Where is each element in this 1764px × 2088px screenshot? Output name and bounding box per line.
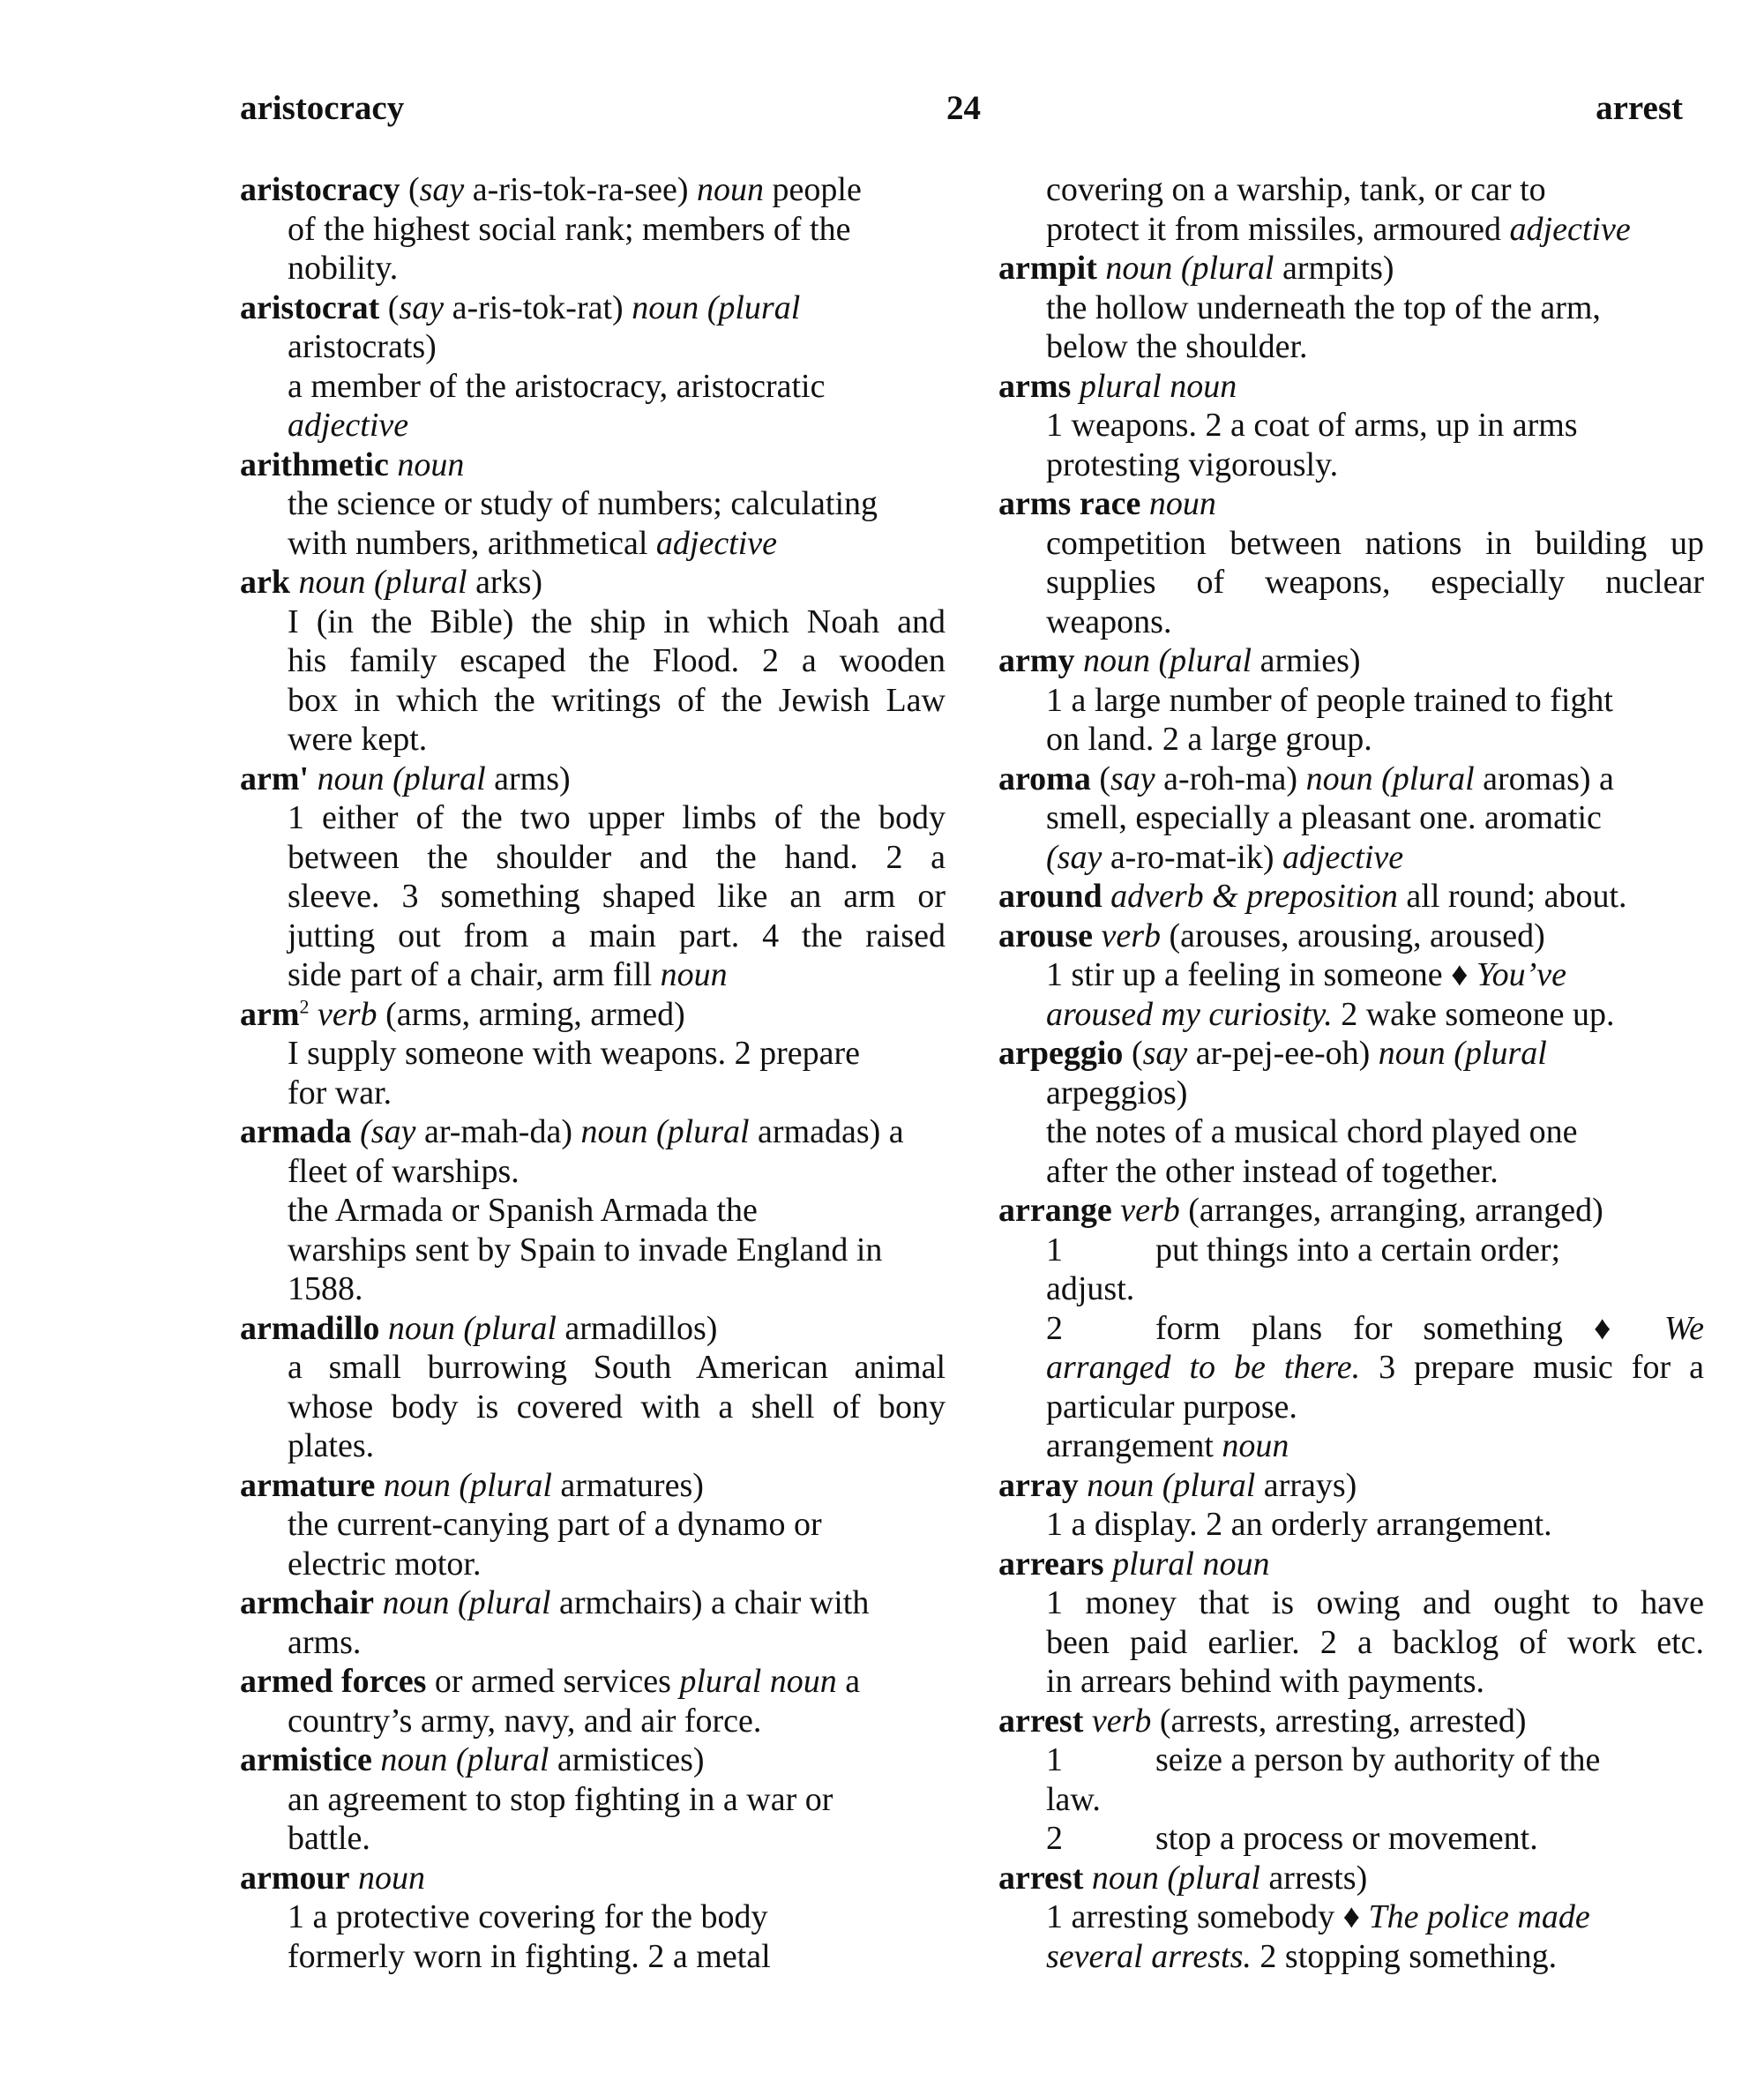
entry-text: weapons.: [1046, 602, 1172, 640]
italic-label: noun (plural: [317, 760, 486, 797]
italic-label: noun (plural: [1105, 250, 1274, 287]
headword: around: [998, 878, 1102, 915]
entry-text: ar-mah-da): [415, 1113, 581, 1150]
entry-text: been paid earlier. 2 a backlog of work etc.: [1046, 1623, 1704, 1661]
definition-line: [240, 484, 946, 524]
headword: armpit: [998, 250, 1097, 287]
definition-line: [998, 720, 1704, 760]
definition-line: [998, 995, 1704, 1035]
entry-text: with numbers, arithmetical: [288, 524, 656, 562]
headword: armature: [240, 1466, 376, 1504]
entry-text: (arranges, arranging, arranged): [1179, 1192, 1603, 1229]
entry-text: [1071, 368, 1080, 405]
entry-text: 2 stopping something.: [1251, 1937, 1558, 1975]
headword: aristocrat: [240, 288, 380, 326]
headword: arms race: [998, 485, 1141, 522]
entry-text: I (in the Bible) the ship in which Noah and: [288, 602, 946, 640]
italic-label: noun (plural: [383, 1466, 552, 1504]
definition-line: [998, 838, 1704, 878]
definition-line: [998, 170, 1704, 210]
definition-line: [240, 210, 946, 250]
dictionary-column-right: [998, 170, 1704, 1976]
italic-label: noun (plural: [382, 1584, 551, 1621]
entry-text: [1112, 1192, 1121, 1229]
entry-headword-line: [240, 563, 946, 602]
entry-text: armadas) a: [749, 1113, 904, 1150]
entry-text: armchairs) a chair with: [550, 1584, 870, 1621]
sense-number: 1: [1046, 1231, 1063, 1269]
definition-line: [998, 1583, 1704, 1623]
italic-label: noun: [397, 445, 465, 483]
italic-label: noun (plural: [632, 288, 801, 326]
entry-headword-line: [998, 1466, 1704, 1506]
italic-label: plural noun: [679, 1663, 837, 1700]
definition-line: [998, 955, 1704, 995]
italic-label: noun: [1148, 485, 1216, 522]
entry-text: [1097, 250, 1106, 287]
example-diamond-icon: ♦: [1342, 1898, 1361, 1935]
entry-text: people: [764, 171, 862, 208]
italic-label: verb: [318, 995, 377, 1033]
entry-text: [1633, 1310, 1664, 1347]
italic-label: noun: [660, 956, 728, 993]
entry-text: [1083, 1860, 1092, 1897]
entry-text: a-roh-ma): [1155, 760, 1306, 797]
definition-line: [240, 917, 946, 956]
definition-line: [240, 1191, 946, 1231]
entry-headword-line: [240, 1466, 946, 1506]
definition-line: [998, 1348, 1704, 1388]
entry-text: seize a person by authority of the: [1155, 1741, 1601, 1778]
headword: ark: [240, 564, 290, 601]
entry-text: (: [379, 288, 400, 326]
entry-text: [290, 564, 299, 601]
italic-label: noun (plural: [1083, 642, 1252, 679]
entry-text: nobility.: [288, 250, 399, 287]
headword: arouse: [998, 917, 1093, 954]
entry-text: a member of the aristocracy, aristocratic: [288, 367, 826, 405]
entry-text: aromas) a: [1474, 760, 1614, 797]
definition-line: [998, 563, 1704, 602]
definition-line: [240, 1702, 946, 1741]
entry-text: adjust.: [1046, 1270, 1135, 1307]
entry-text: [1140, 485, 1149, 522]
italic-label: adjective: [655, 524, 778, 562]
entry-headword-line: [998, 917, 1704, 956]
italic-label: say: [1110, 760, 1155, 797]
entry-text: protesting vigorously.: [1046, 445, 1339, 483]
headword: aroma: [998, 760, 1091, 797]
dictionary-column-left: [240, 170, 946, 1976]
entry-text: [1468, 956, 1476, 993]
definition-line: [240, 1937, 946, 1977]
entry-text: of the highest social rank; members of the: [288, 210, 851, 248]
entry-text: armies): [1252, 642, 1361, 679]
entry-text: [1104, 1545, 1113, 1583]
entry-text: the current-canying part of a dynamo or: [288, 1506, 822, 1543]
definition-line: [998, 1780, 1704, 1820]
italic-label: adjective: [288, 407, 409, 444]
italic-label: noun (plural: [1378, 1035, 1547, 1072]
headword: arm: [240, 995, 300, 1033]
entry-text: were kept.: [288, 721, 428, 758]
definition-line: [240, 838, 946, 878]
definition-line: [240, 602, 946, 642]
entry-text: law.: [1046, 1780, 1101, 1818]
entry-text: formerly worn in fighting. 2 a metal: [288, 1937, 771, 1975]
entry-text: 3 prepare music for a: [1360, 1349, 1704, 1386]
definition-line: [240, 1269, 946, 1309]
entry-text: 1 stir up a feeling in someone: [1046, 956, 1452, 993]
entry-text: a-ris-tok-ra-see): [464, 171, 698, 208]
entry-text: an agreement to stop fighting in a war or: [288, 1780, 833, 1818]
entry-text: (: [1123, 1035, 1143, 1072]
entry-text: sleeve. 3 something shaped like an arm or: [288, 878, 946, 915]
entry-text: a small burrowing South American animal: [288, 1349, 946, 1386]
entry-headword-line: [240, 1859, 946, 1898]
definition-line: [240, 249, 946, 288]
italic-label: arranged to be there.: [1046, 1349, 1361, 1386]
entry-text: or armed services: [426, 1663, 680, 1700]
entry-text: particular purpose.: [1046, 1388, 1297, 1426]
entry-headword-line: [998, 641, 1704, 681]
entry-text: below the shoulder.: [1046, 328, 1308, 365]
italic-label: (say: [1046, 838, 1102, 876]
entry-headword-line: [998, 1702, 1704, 1741]
italic-label: aroused my curiosity.: [1046, 995, 1333, 1033]
entry-text: put things into a certain order;: [1155, 1231, 1561, 1269]
definition-line: [998, 445, 1704, 485]
entry-text: I supply someone with weapons. 2 prepare: [288, 1035, 861, 1072]
entry-text: all round; about.: [1397, 878, 1627, 915]
entry-text: a: [836, 1663, 861, 1700]
entry-headword-line: [240, 1112, 946, 1152]
italic-label: plural noun: [1112, 1545, 1270, 1583]
headword: arms: [998, 367, 1072, 405]
example-diamond-icon: ♦: [1593, 1309, 1633, 1347]
entry-text: side part of a chair, arm fill: [288, 956, 661, 993]
entry-headword-line: [998, 877, 1704, 917]
entry-text: supplies of weapons, especially nuclear: [1046, 564, 1704, 601]
entry-text: competition between nations in building up: [1046, 524, 1704, 562]
entry-headword-line: [240, 995, 946, 1035]
entry-headword-line: [240, 170, 946, 210]
definition-line: [240, 1505, 946, 1545]
definition-line: [998, 1309, 1704, 1349]
definition-line: [240, 406, 946, 445]
entry-text: covering on a warship, tank, or car to: [1046, 171, 1546, 208]
italic-label: say: [419, 171, 465, 208]
entry-text: [352, 1113, 361, 1150]
definition-line: [240, 1426, 946, 1466]
italic-label: noun (plural: [580, 1113, 750, 1150]
entry-text: warships sent by Spain to invade England in: [288, 1231, 883, 1269]
definition-line: [998, 1231, 1704, 1270]
definition-line: [998, 602, 1704, 642]
entry-text: 1 a display. 2 an orderly arrangement.: [1046, 1506, 1552, 1543]
entry-headword-line: [240, 1309, 946, 1349]
italic-label: noun (plural: [387, 1309, 557, 1347]
entry-headword-line: [998, 760, 1704, 799]
entry-headword-line: [240, 1583, 946, 1623]
entry-text: a-ris-tok-rat): [444, 288, 632, 326]
italic-label: noun: [358, 1859, 426, 1897]
entry-text: a-ro-mat-ik): [1102, 838, 1282, 876]
entry-text: 1 arresting somebody: [1046, 1898, 1343, 1935]
entry-headword-line: [998, 249, 1704, 288]
italic-label: The police made: [1368, 1898, 1590, 1935]
entry-headword-line: [240, 1662, 946, 1702]
definition-line: [998, 1074, 1704, 1113]
entry-text: the science or study of numbers; calculating: [288, 485, 878, 522]
definition-line: [998, 1623, 1704, 1663]
entry-text: fleet of warships.: [288, 1152, 519, 1190]
definition-line: [240, 367, 946, 407]
entry-headword-line: [998, 1545, 1704, 1584]
entry-text: form plans for something: [1155, 1309, 1594, 1347]
italic-label: several arrests.: [1046, 1937, 1252, 1975]
entry-text: [1083, 1703, 1092, 1740]
entry-text: armatures): [551, 1466, 704, 1504]
definition-line: [998, 1269, 1704, 1309]
running-head-left: aristocracy: [240, 89, 405, 127]
entry-text: armpits): [1274, 250, 1394, 287]
italic-label: noun (plural: [1091, 1859, 1260, 1897]
entry-text: after the other instead of together.: [1046, 1152, 1499, 1190]
entry-text: [310, 996, 318, 1033]
definition-line: [998, 1152, 1704, 1192]
entry-text: aristocrats): [288, 328, 437, 365]
entry-text: ar-pej-ee-oh): [1187, 1035, 1379, 1072]
italic-label: verb: [1091, 1702, 1152, 1740]
definition-line: [240, 1034, 946, 1074]
definition-line: [240, 327, 946, 367]
sense-number: 2: [1046, 1309, 1063, 1347]
definition-line: [240, 1074, 946, 1113]
entry-text: armadillos): [556, 1309, 718, 1347]
entry-text: [375, 1467, 384, 1504]
headword: arithmetic: [240, 445, 389, 483]
definition-line: [240, 798, 946, 838]
page-number: 24: [946, 89, 981, 127]
italic-label: You’ve: [1476, 956, 1566, 993]
definition-line: [240, 1780, 946, 1820]
headword: arpeggio: [998, 1035, 1124, 1072]
headword: armchair: [240, 1584, 374, 1621]
entry-headword-line: [998, 367, 1704, 407]
definition-line: [998, 1426, 1704, 1466]
headword: armour: [240, 1859, 350, 1897]
definition-line: [998, 1505, 1704, 1545]
headword: army: [998, 642, 1075, 679]
headword: arm': [240, 760, 310, 797]
sense-number: 1: [1046, 1741, 1063, 1778]
italic-label: verb: [1101, 917, 1161, 954]
definition-line: [240, 877, 946, 917]
italic-label: say: [1142, 1035, 1188, 1072]
entry-text: [1075, 642, 1084, 679]
definition-line: [240, 1152, 946, 1192]
entry-headword-line: [240, 1740, 946, 1780]
definition-line: [240, 524, 946, 564]
headword: armada: [240, 1113, 352, 1150]
definition-line: [240, 1819, 946, 1859]
definition-line: [998, 1740, 1704, 1780]
definition-line: [240, 955, 946, 995]
definition-line: [998, 681, 1704, 721]
entry-text: arks): [467, 564, 543, 601]
entry-text: (: [1090, 760, 1110, 797]
headword: arrears: [998, 1545, 1104, 1583]
sense-number: 2: [1046, 1820, 1063, 1857]
definition-line: [240, 681, 946, 721]
entry-text: country’s army, navy, and air force.: [288, 1702, 762, 1740]
entry-text: arpeggios): [1046, 1074, 1188, 1111]
entry-text: arrays): [1255, 1466, 1357, 1504]
headword: armistice: [240, 1741, 372, 1778]
headword: armadillo: [240, 1309, 380, 1347]
entry-text: (arms, arming, armed): [377, 995, 685, 1033]
headword: aristocracy: [240, 171, 400, 208]
definition-line: [998, 1662, 1704, 1702]
entry-text: his family escaped the Flood. 2 a wooden: [288, 642, 946, 679]
entry-text: the notes of a musical chord played one: [1046, 1113, 1578, 1150]
definition-line: [240, 1388, 946, 1427]
definition-line: [240, 1348, 946, 1388]
italic-label: adjective: [1282, 838, 1404, 876]
homograph-number: 2: [299, 994, 310, 1017]
headword: arrest: [998, 1702, 1084, 1740]
entry-headword-line: [998, 1859, 1704, 1898]
entry-text: 1 a protective covering for the body: [288, 1898, 768, 1935]
entry-text: arms): [485, 760, 571, 797]
entry-text: in arrears behind with payments.: [1046, 1663, 1485, 1700]
definition-line: [998, 288, 1704, 328]
entry-headword-line: [240, 760, 946, 799]
definition-line: [998, 327, 1704, 367]
italic-label: noun (plural: [1087, 1466, 1256, 1504]
entry-text: box in which the writings of the Jewish Law: [288, 681, 946, 719]
entry-text: jutting out from a main part. 4 the raised: [288, 917, 946, 954]
entry-text: on land. 2 a large group.: [1046, 721, 1372, 758]
entry-text: [1102, 878, 1111, 915]
definition-line: [240, 720, 946, 760]
entry-text: protect it from missiles, armoured: [1046, 210, 1510, 248]
entry-text: [350, 1860, 359, 1897]
definition-line: [998, 798, 1704, 838]
italic-label: adjective: [1509, 210, 1631, 248]
entry-text: for war.: [288, 1074, 392, 1111]
italic-label: plural noun: [1079, 367, 1237, 405]
running-head-right: arrest: [1596, 89, 1683, 127]
entry-text: 1 weapons. 2 a coat of arms, up in arms: [1046, 407, 1578, 444]
entry-text: (arouses, arousing, aroused): [1161, 917, 1545, 954]
definition-line: [240, 1545, 946, 1584]
italic-label: noun (plural: [298, 564, 467, 601]
italic-label: say: [399, 288, 445, 326]
entry-text: the Armada or Spanish Armada the: [288, 1192, 758, 1229]
entry-text: electric motor.: [288, 1545, 482, 1583]
entry-text: whose body is covered with a shell of bony: [288, 1388, 946, 1426]
entry-text: [1360, 1898, 1369, 1935]
italic-label: noun (plural: [380, 1741, 549, 1778]
entry-text: [372, 1741, 381, 1778]
entry-text: (: [400, 171, 420, 208]
entry-text: smell, especially a pleasant one. aromatic: [1046, 799, 1602, 836]
entry-text: plates.: [288, 1427, 375, 1464]
entry-text: 1 either of the two upper limbs of the body: [288, 799, 946, 836]
entry-text: armistices): [549, 1741, 705, 1778]
entry-headword-line: [998, 1191, 1704, 1231]
entry-text: the hollow underneath the top of the arm,: [1046, 288, 1601, 326]
definition-line: [998, 1937, 1704, 1977]
italic-label: adverb & preposition: [1110, 878, 1398, 915]
entry-text: arms.: [288, 1623, 362, 1661]
definition-line: [240, 641, 946, 681]
headword: array: [998, 1466, 1079, 1504]
italic-label: We: [1663, 1309, 1705, 1347]
entry-text: 1 money that is owing and ought to have: [1046, 1584, 1704, 1621]
italic-label: noun: [1222, 1427, 1289, 1464]
entry-headword-line: [998, 484, 1704, 524]
entry-headword-line: [240, 445, 946, 485]
definition-line: [240, 1897, 946, 1937]
definition-line: [998, 210, 1704, 250]
entry-text: 1 a large number of people trained to fight: [1046, 681, 1613, 719]
entry-text: [379, 1310, 388, 1347]
italic-label: (say: [360, 1113, 416, 1150]
entry-headword-line: [998, 1034, 1704, 1074]
italic-label: noun: [697, 171, 765, 208]
entry-text: stop a process or movement.: [1155, 1820, 1538, 1857]
definition-line: [240, 1231, 946, 1270]
entry-text: arrangement: [1046, 1427, 1222, 1464]
entry-text: [309, 760, 318, 797]
entry-text: battle.: [288, 1820, 370, 1857]
entry-headword-line: [240, 288, 946, 328]
italic-label: verb: [1120, 1192, 1180, 1229]
entry-text: [389, 446, 398, 483]
definition-line: [998, 1819, 1704, 1859]
entry-text: [1079, 1467, 1088, 1504]
example-diamond-icon: ♦: [1451, 956, 1469, 993]
definition-line: [998, 1897, 1704, 1937]
italic-label: noun (plural: [1305, 760, 1475, 797]
entry-text: 2 wake someone up.: [1332, 995, 1615, 1033]
definition-line: [998, 1388, 1704, 1427]
entry-text: arrests): [1259, 1859, 1368, 1897]
entry-text: (arrests, arresting, arrested): [1151, 1702, 1527, 1740]
entry-text: 1588.: [288, 1270, 363, 1307]
definition-line: [240, 1623, 946, 1663]
definition-line: [998, 524, 1704, 564]
headword: armed forces: [240, 1663, 427, 1700]
headword: arrange: [998, 1192, 1112, 1229]
definition-line: [998, 1112, 1704, 1152]
headword: arrest: [998, 1859, 1084, 1897]
entry-text: between the shoulder and the hand. 2 a: [288, 838, 946, 876]
definition-line: [998, 406, 1704, 445]
